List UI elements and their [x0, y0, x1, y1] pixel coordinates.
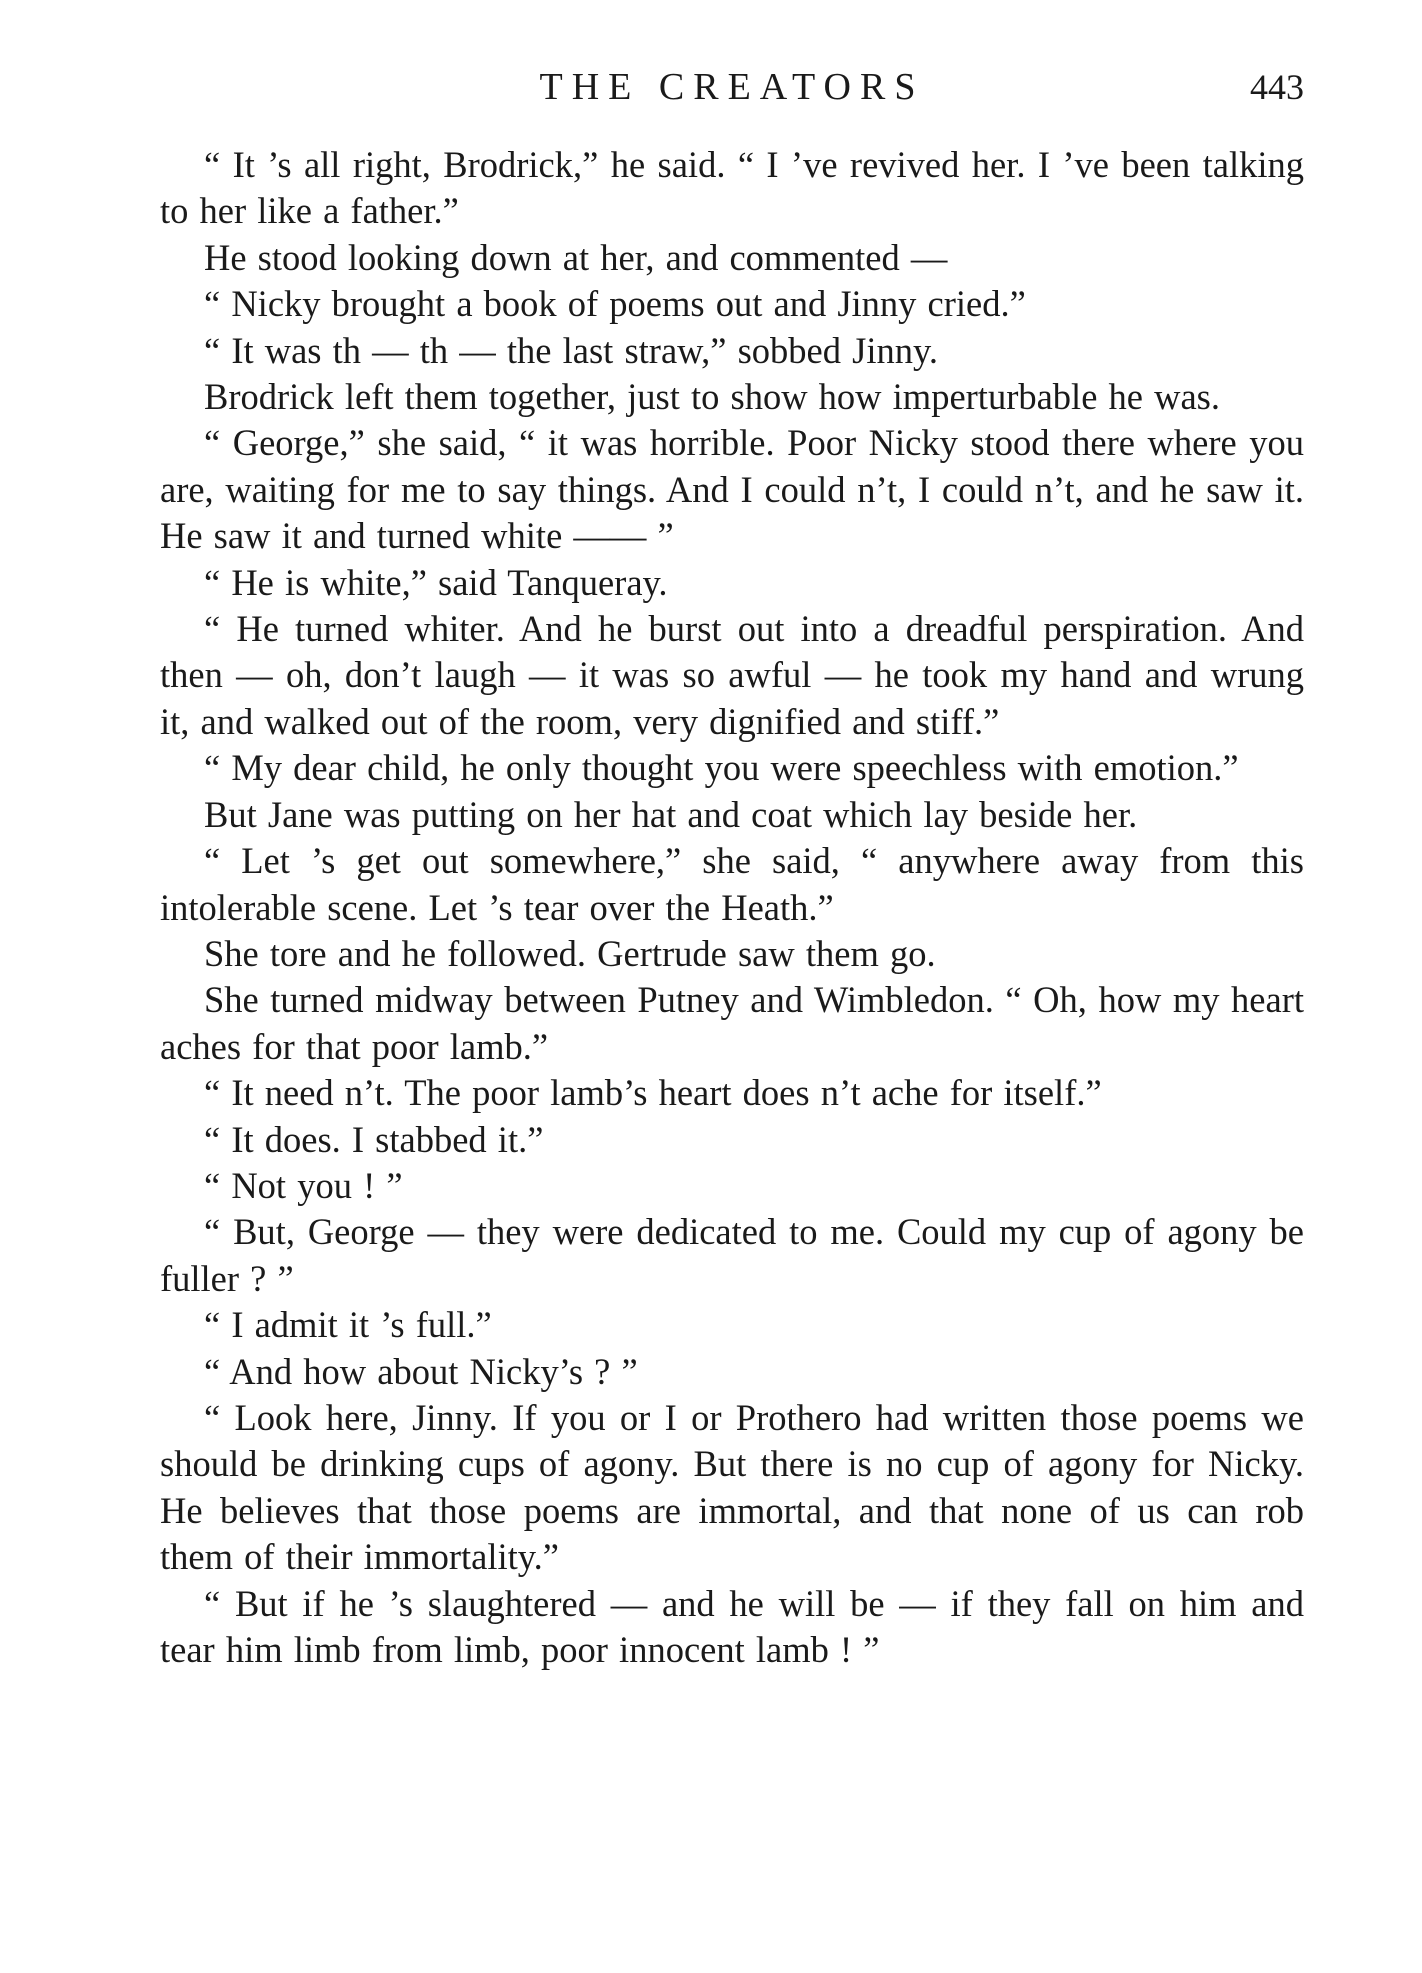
paragraph: “ It was th — th — the last straw,” sobbed Jinny. [204, 329, 938, 371]
running-title: THE CREATORS [539, 66, 925, 108]
paragraph: “ Not you ! ” [204, 1164, 403, 1206]
paragraph: “ It does. I stabbed it.” [204, 1118, 544, 1160]
paragraph: Brodrick left them together, just to show how imperturbable he was. [204, 376, 1220, 418]
page-number: 443 [1250, 67, 1304, 107]
running-head [160, 62, 1304, 112]
paragraph: “ And how about Nicky’s ? ” [204, 1350, 638, 1392]
paragraph: “ But, George — they were dedicated to me. Could my cup of agony be fuller ? ” [160, 1211, 1304, 1299]
paragraph: She tore and he followed. Gertrude saw them go. [204, 932, 936, 974]
paragraph: “ It need n’t. The poor lamb’s heart does n’t ache for itself.” [204, 1072, 1102, 1114]
paragraph: “ George,” she said, “ it was horrible. Poor Nicky stood there where you are, waiting for me to say things. And I could n’t, I could n’t, and he saw it. He saw it and turned white —— ” [160, 422, 1304, 557]
paragraph: “ My dear child, he only thought you were speechless with emotion.” [204, 747, 1239, 789]
paragraph: “ Nicky brought a book of poems out and Jinny cried.” [204, 283, 1026, 325]
paragraph: “ I admit it ’s full.” [204, 1304, 492, 1346]
paragraph: “ He is white,” said Tanqueray. [204, 561, 668, 603]
paragraph: “ Let ’s get out somewhere,” she said, “ anywhere away from this intolerable scene. Let ’s tear over the Heath.” [160, 840, 1304, 928]
paragraph: But Jane was putting on her hat and coat which lay beside her. [204, 793, 1138, 835]
paragraph: “ But if he ’s slaughtered — and he will be — if they fall on him and tear him limb from limb, poor innocent lamb ! ” [160, 1582, 1304, 1670]
paragraph: “ He turned whiter. And he burst out into a dreadful perspiration. And then — oh, don’t laugh — it was so awful — he took my hand and wrung it, and walked out of the room, very dignified and stiff.” [160, 608, 1304, 742]
body-text [160, 142, 1304, 1673]
paragraph: “ It ’s all right, Brodrick,” he said. “ I ’ve revived her. I ’ve been talking to her like a father.” [160, 144, 1304, 232]
paragraph: He stood looking down at her, and commented — [204, 236, 948, 278]
paragraph: “ Look here, Jinny. If you or I or Prothero had written those poems we should be drinking cups of agony. But there is no cup of agony for Nicky. He believes that those poems are immortal, and that none of us can rob them of their immortality.” [160, 1396, 1304, 1578]
paragraph: She turned midway between Putney and Wimbledon. “ Oh, how my heart aches for that poor lamb.” [160, 979, 1304, 1067]
